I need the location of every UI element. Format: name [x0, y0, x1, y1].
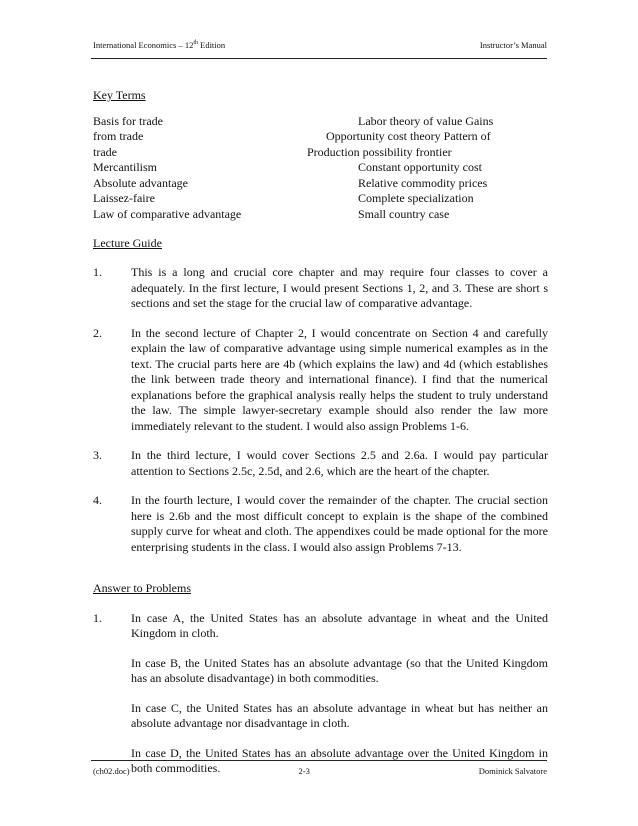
answer-paragraph: In case C, the United States has an absolute advantage in wheat but has neither an absolute advantage nor disadvantage in cloth. [131, 700, 548, 730]
footer-author: Dominick Salvatore [478, 766, 547, 776]
key-terms-list [93, 114, 548, 222]
footer-rule [91, 760, 547, 761]
item-number: 1. [93, 265, 102, 279]
lecture-item [93, 448, 548, 479]
key-terms-right-column [93, 114, 548, 223]
answer-text: In case A, the United States has an absolute advantage in wheat and the United Kingdom in cloth. [131, 610, 548, 640]
key-term: Law of comparative advantage [93, 206, 242, 221]
key-term: Small country case [358, 206, 450, 221]
key-term: Production possibility frontier [307, 144, 452, 159]
key-term: Laissez-faire [93, 191, 155, 205]
item-number: 4. [93, 493, 102, 507]
page-content [93, 88, 548, 777]
page-number: 2-3 [298, 766, 310, 776]
lecture-item [93, 493, 548, 555]
lecture-guide-heading: Lecture Guide [93, 235, 162, 250]
key-term: Mercantilism [93, 160, 157, 174]
answers-heading: Answer to Problems [93, 581, 191, 595]
item-number: 3. [93, 448, 102, 462]
item-text: In the fourth lecture, I would cover the remainder of the chapter. The crucial section here is 2.6b and the most difficult concept to explain is the shape of the combined supply curve for wheat and cloth. The appendixes could be made optional for the more enterprising students in the class. I would also assign Problems 7-13. [131, 493, 548, 554]
key-term: Absolute advantage [93, 175, 188, 190]
key-terms-heading: Key Terms [93, 88, 146, 102]
page-header [93, 40, 547, 50]
item-number: 1. [93, 610, 102, 625]
lecture-item [93, 326, 548, 435]
footer-filename: (ch02.doc) [93, 766, 130, 776]
key-term: Opportunity cost theory Pattern of [326, 129, 491, 143]
key-term: Relative commodity prices [358, 175, 488, 190]
item-text: In the second lecture of Chapter 2, I would concentrate on Section 4 and carefully explain the law of comparative advantage using simple numerical examples as in the text. The crucial parts here are 4b (which explains the law) and 4d (which establishes the link between trade theory and international finance). I find that the numerical explanations before the graphical analysis really helps the student to truly understand the law. The simple lawyer-secretary example should also render the law more immediately relevant to the student. I would also assign Problems 1-6. [131, 325, 548, 433]
header-right: Instructor’s Manual [479, 40, 547, 50]
header-left: International Economics – 12th Edition [93, 40, 226, 50]
key-term: Complete specialization [358, 191, 474, 205]
key-term: Basis for trade [93, 113, 163, 128]
item-text: In the third lecture, I would cover Sections 2.5 and 2.6a. I would pay particular attention to Sections 2.5c, 2.5d, and 2.6, which are the heart of the chapter. [131, 448, 548, 478]
key-term: from trade [93, 129, 144, 143]
key-term: Constant opportunity cost [358, 160, 482, 174]
key-term: trade [93, 144, 117, 159]
key-term: Labor theory of value Gains [358, 113, 494, 128]
answer-paragraph: In case D, the United States has an absolute advantage over the United Kingdom in both commodities. [131, 745, 548, 775]
answer-paragraph: In case B, the United States has an absolute advantage (so that the United Kingdom has an absolute disadvantage) in both commodities. [131, 655, 548, 685]
lecture-item [93, 265, 548, 312]
header-rule [91, 58, 547, 59]
page-footer [93, 766, 547, 776]
answer-item [93, 611, 548, 642]
item-number: 2. [93, 325, 102, 340]
item-text: This is a long and crucial core chapter and may require four classes to cover a adequately. In the first lecture, I would present Sections 1, 2, and 3. These are short s sections and set the stage for the crucial law of comparative advantage. [131, 265, 548, 310]
